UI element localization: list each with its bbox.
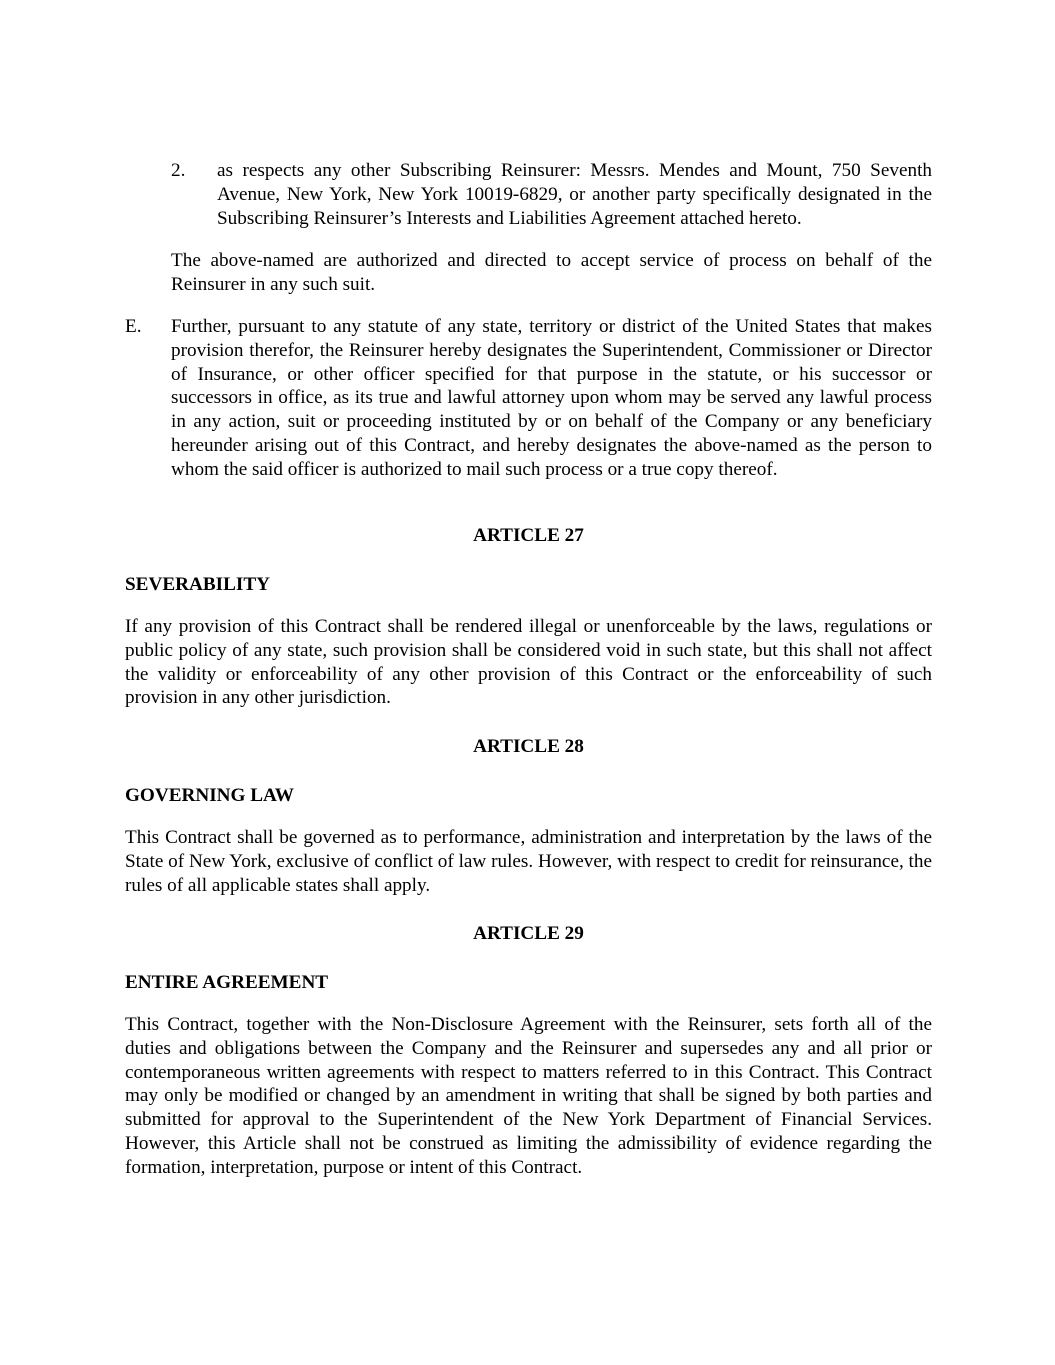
item-e-letter: E. <box>125 316 142 337</box>
article-27-body: If any provision of this Contract shall be rendered illegal or unenforceable by the laws, regulations or public policy of any state, such provision shall be considered void in such state, but this shall not affect the validity or enforceability of any other provision of this Contract or the enforceability of such provision in any other jurisdiction. <box>125 616 932 709</box>
article-28-title: GOVERNING LAW <box>125 785 294 806</box>
item-e-text: Further, pursuant to any statute of any state, territory or district of the United States that makes provision therefor, the Reinsurer hereby designates the Superintendent, Commissioner or Director of Insurance, or other officer specified for that purpose in the statute, or his successor or successors in office, as its true and lawful attorney upon whom may be served any lawful process in any action, suit or proceeding instituted by or on behalf of the Company or any beneficiary hereunder arising out of this Contract, and hereby designates the above-named as the person to whom the said officer is authorized to mail such process or a true copy thereof. <box>171 316 932 480</box>
article-27-title: SEVERABILITY <box>125 574 271 595</box>
article-28-heading: ARTICLE 28 <box>473 736 584 757</box>
item-2-number: 2. <box>171 160 186 181</box>
authorized-paragraph: The above-named are authorized and directed to accept service of process on behalf of the Reinsurer in any such suit. <box>171 250 932 295</box>
article-29-heading: ARTICLE 29 <box>473 923 584 944</box>
item-2-text: as respects any other Subscribing Reinsurer: Messrs. Mendes and Mount, 750 Seventh Avenue, New York, New York 10019-6829, or another party specifically designated in the Subscribing Reinsurer’s Interests and Liabilities Agreement attached hereto. <box>217 160 932 229</box>
article-27-heading: ARTICLE 27 <box>473 525 584 546</box>
article-29-title: ENTIRE AGREEMENT <box>125 972 329 993</box>
article-28-body: This Contract shall be governed as to performance, administration and interpretation by the laws of the State of New York, exclusive of conflict of law rules. However, with respect to credit for reinsurance, the rules of all applicable states shall apply. <box>125 827 932 896</box>
article-29-body: This Contract, together with the Non-Disclosure Agreement with the Reinsurer, sets forth all of the duties and obligations between the Company and the Reinsurer and supersedes any and all prior or contemporaneous written agreements with respect to matters referred to in this Contract. This Contract may only be modified or changed by an amendment in writing that shall be signed by both parties and submitted for approval to the Superintendent of the New York Department of Financial Services. However, this Article shall not be construed as limiting the admissibility of evidence regarding the formation, interpretation, purpose or intent of this Contract. <box>125 1014 932 1178</box>
